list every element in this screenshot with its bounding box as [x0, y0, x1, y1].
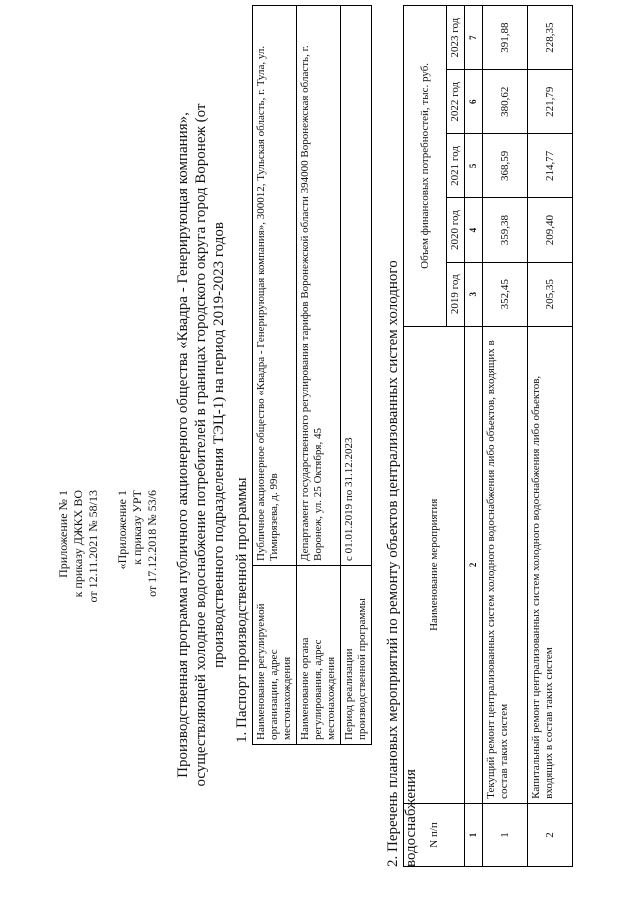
table-header-row — [404, 6, 447, 867]
appendix-note-current — [56, 490, 101, 850]
row-value: 221,79 — [528, 70, 573, 134]
appendix-line: к приказу УРТ — [130, 490, 144, 565]
section-activities-title: 2. Перечень плановых мероприятий по ремонту объектов централизованных систем холодного водоснабжения — [385, 260, 419, 867]
title-line: осуществляющей холодное водоснабжение потребителей в границах городского округа город Воронеж (от — [193, 103, 209, 787]
appendix-note-original — [115, 490, 160, 850]
row-value: 368,59 — [483, 134, 528, 198]
row-value: 391,88 — [483, 6, 528, 70]
appendix-line: от 17.12.2018 № 53/6 — [145, 490, 159, 597]
passport-value: Публичное акционерное общество «Квадра - Генерирующая компания», 300012, Тульская область, г. Тула, ул. Тимирязева, д. 99в — [253, 6, 297, 566]
index-cell: 3 — [465, 262, 483, 326]
header-activity-name: Наименование мероприятия — [404, 326, 465, 803]
header-year: 2019 год — [447, 262, 465, 326]
passport-value: Департамент государственного регулирования тарифов Воронежской области 394000 Воронежская область, г. Воронеж, ул. 25 Октября, 45 — [297, 6, 341, 566]
row-value: 228,35 — [528, 6, 573, 70]
header-volume: Объем финансовых потребностей, тыс. руб. — [404, 6, 447, 327]
passport-value: с 01.01.2019 по 31.12.2023 — [341, 6, 372, 566]
index-cell: 1 — [465, 803, 483, 866]
index-cell: 7 — [465, 6, 483, 70]
table-row — [483, 6, 528, 867]
header-year: 2020 год — [447, 198, 465, 262]
passport-label: Наименование органа регулирования, адрес местонахождения — [297, 566, 341, 745]
row-activity-name: Капитальный ремонт централизованных систем холодного водоснабжения либо объектов, входящих в состав таких систем — [528, 326, 573, 803]
appendix-line: Приложение № 1 — [56, 490, 70, 578]
appendix-line: от 12.11.2021 № 58/13 — [86, 490, 100, 603]
section-passport-title: 1. Паспорт производственной программы — [234, 477, 250, 743]
row-value: 214,77 — [528, 134, 573, 198]
activities-table — [403, 5, 573, 867]
header-num: N п/п — [404, 803, 465, 866]
index-cell: 5 — [465, 134, 483, 198]
row-value: 205,35 — [528, 262, 573, 326]
row-value: 352,45 — [483, 262, 528, 326]
header-year: 2021 год — [447, 134, 465, 198]
index-cell: 2 — [465, 326, 483, 803]
table-index-row — [465, 6, 483, 867]
appendix-line: к приказу ДЖКХ ВО — [71, 490, 85, 598]
passport-label: Наименование регулируемой организации, адрес местонахождения — [253, 566, 297, 745]
table-row — [253, 6, 297, 745]
row-activity-name: Текущий ремонт централизованных систем холодного водоснабжения либо объектов, входящих в состав таких систем — [483, 326, 528, 803]
header-year: 2022 год — [447, 70, 465, 134]
row-value: 380,62 — [483, 70, 528, 134]
title-line: производственного подразделения ТЭЦ-1) на период 2019-2023 годов — [211, 222, 227, 668]
appendix-line: «Приложение 1 — [115, 490, 129, 570]
header-year: 2023 год — [447, 6, 465, 70]
title-line: Производственная программа публичного акционерного общества «Квадра - Генерирующая компания», — [175, 112, 191, 778]
table-row — [341, 6, 372, 745]
index-cell: 6 — [465, 70, 483, 134]
row-num: 2 — [528, 803, 573, 866]
row-num: 1 — [483, 803, 528, 866]
index-cell: 4 — [465, 198, 483, 262]
row-value: 359,38 — [483, 198, 528, 262]
table-row — [528, 6, 573, 867]
document-title — [174, 95, 228, 795]
row-value: 209,40 — [528, 198, 573, 262]
passport-table — [252, 5, 372, 745]
passport-label: Период реализации производственной программы — [341, 566, 372, 745]
table-row — [297, 6, 341, 745]
